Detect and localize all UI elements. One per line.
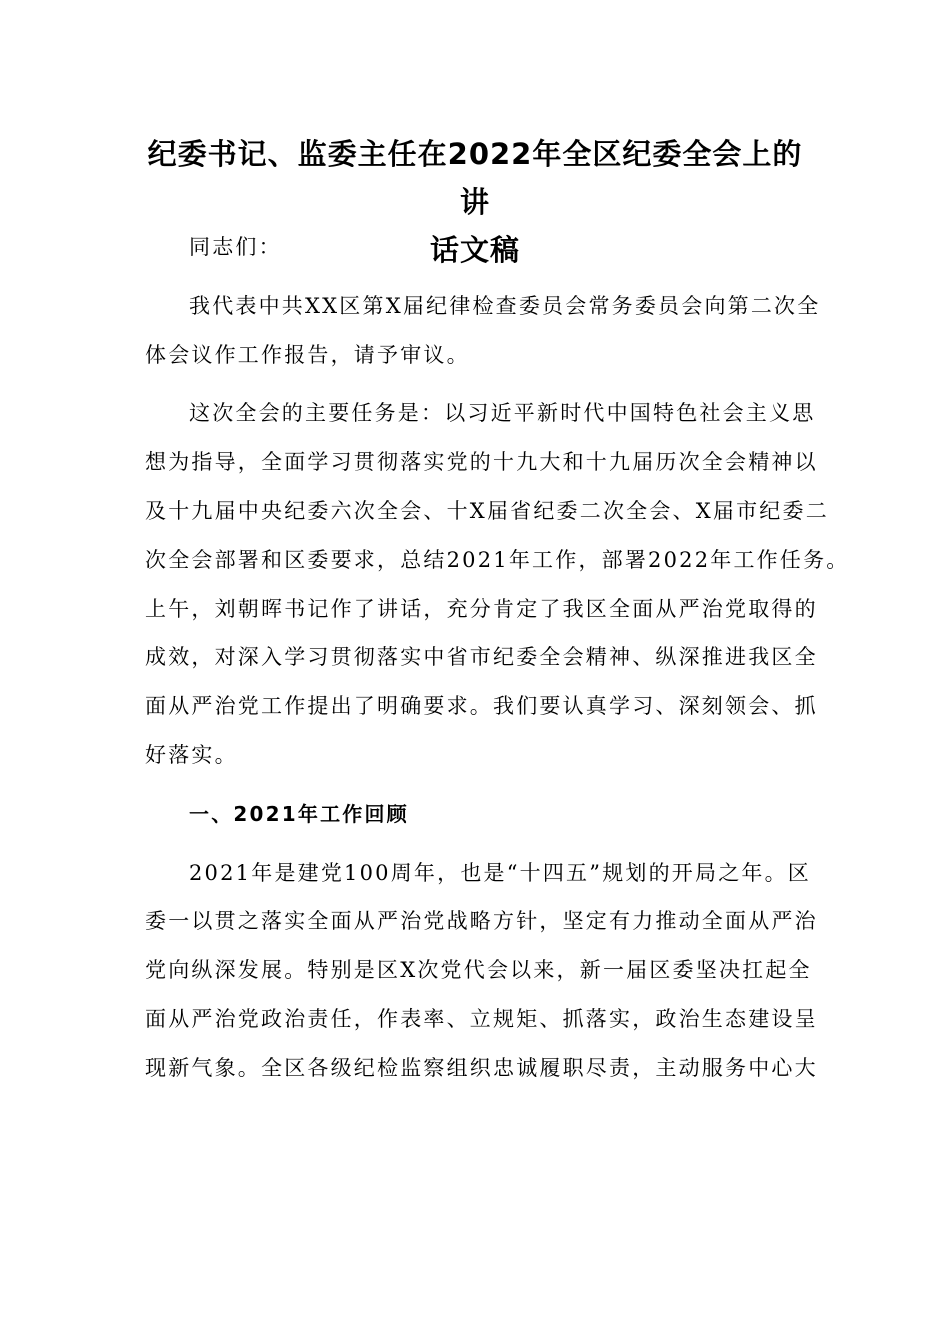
text-line: 面从严治党工作提出了明确要求。我们要认真学习、深刻领会、抓 [145, 694, 818, 719]
text-line: 面从严治党政治责任，作表率、立规矩、抓落实，政治生态建设呈 [145, 1006, 818, 1031]
section-heading [145, 790, 813, 839]
text-line: 好落实。 [145, 742, 238, 767]
title-line-1: 纪委书记、监委主任在2022年全区纪委全会上的讲 [147, 137, 803, 219]
text-line: 体会议作工作报告，请予审议。 [145, 342, 470, 367]
text-line: 上午，刘朝晖书记作了讲话，充分肯定了我区全面从严治党取得的 [145, 596, 818, 621]
paragraph-main-tasks [145, 389, 850, 779]
text-line: 现新气象。全区各级纪检监察组织忠诚履职尽责，主动服务中心大 [145, 1055, 818, 1080]
text-line: 次全会部署和区委要求，总结2021年工作，部署2022年工作任务。 [145, 547, 850, 572]
section-heading-text: 一、2021年工作回顾 [189, 801, 409, 826]
text-line: 这次全会的主要任务是：以习近平新时代中国特色社会主义思 [189, 401, 816, 426]
text-line: 想为指导，全面学习贯彻落实党的十九大和十九届历次全会精神以 [145, 450, 818, 475]
text-line: 党向纵深发展。特别是区X次党代会以来，新一届区委坚决扛起全 [145, 958, 812, 983]
paragraph-report-intro [145, 282, 821, 380]
salutation [145, 223, 813, 272]
text-line: 及十九届中央纪委六次全会、十X届省纪委二次全会、X届市纪委二 [145, 498, 829, 523]
title-line-2: 话文稿 [429, 233, 520, 267]
text-line: 委一以贯之落实全面从严治党战略方针，坚定有力推动全面从严治 [145, 909, 818, 934]
text-line: 成效，对深入学习贯彻落实中省市纪委全会精神、纵深推进我区全 [145, 645, 818, 670]
document-body [145, 223, 850, 1103]
text-line: 2021年是建党100周年，也是“十四五”规划的开局之年。区 [189, 860, 811, 885]
text-line: 我代表中共XX区第X届纪律检查委员会常务委员会向第二次全 [189, 293, 821, 318]
paragraph-2021-review [145, 849, 818, 1093]
salutation-text: 同志们： [189, 235, 282, 259]
